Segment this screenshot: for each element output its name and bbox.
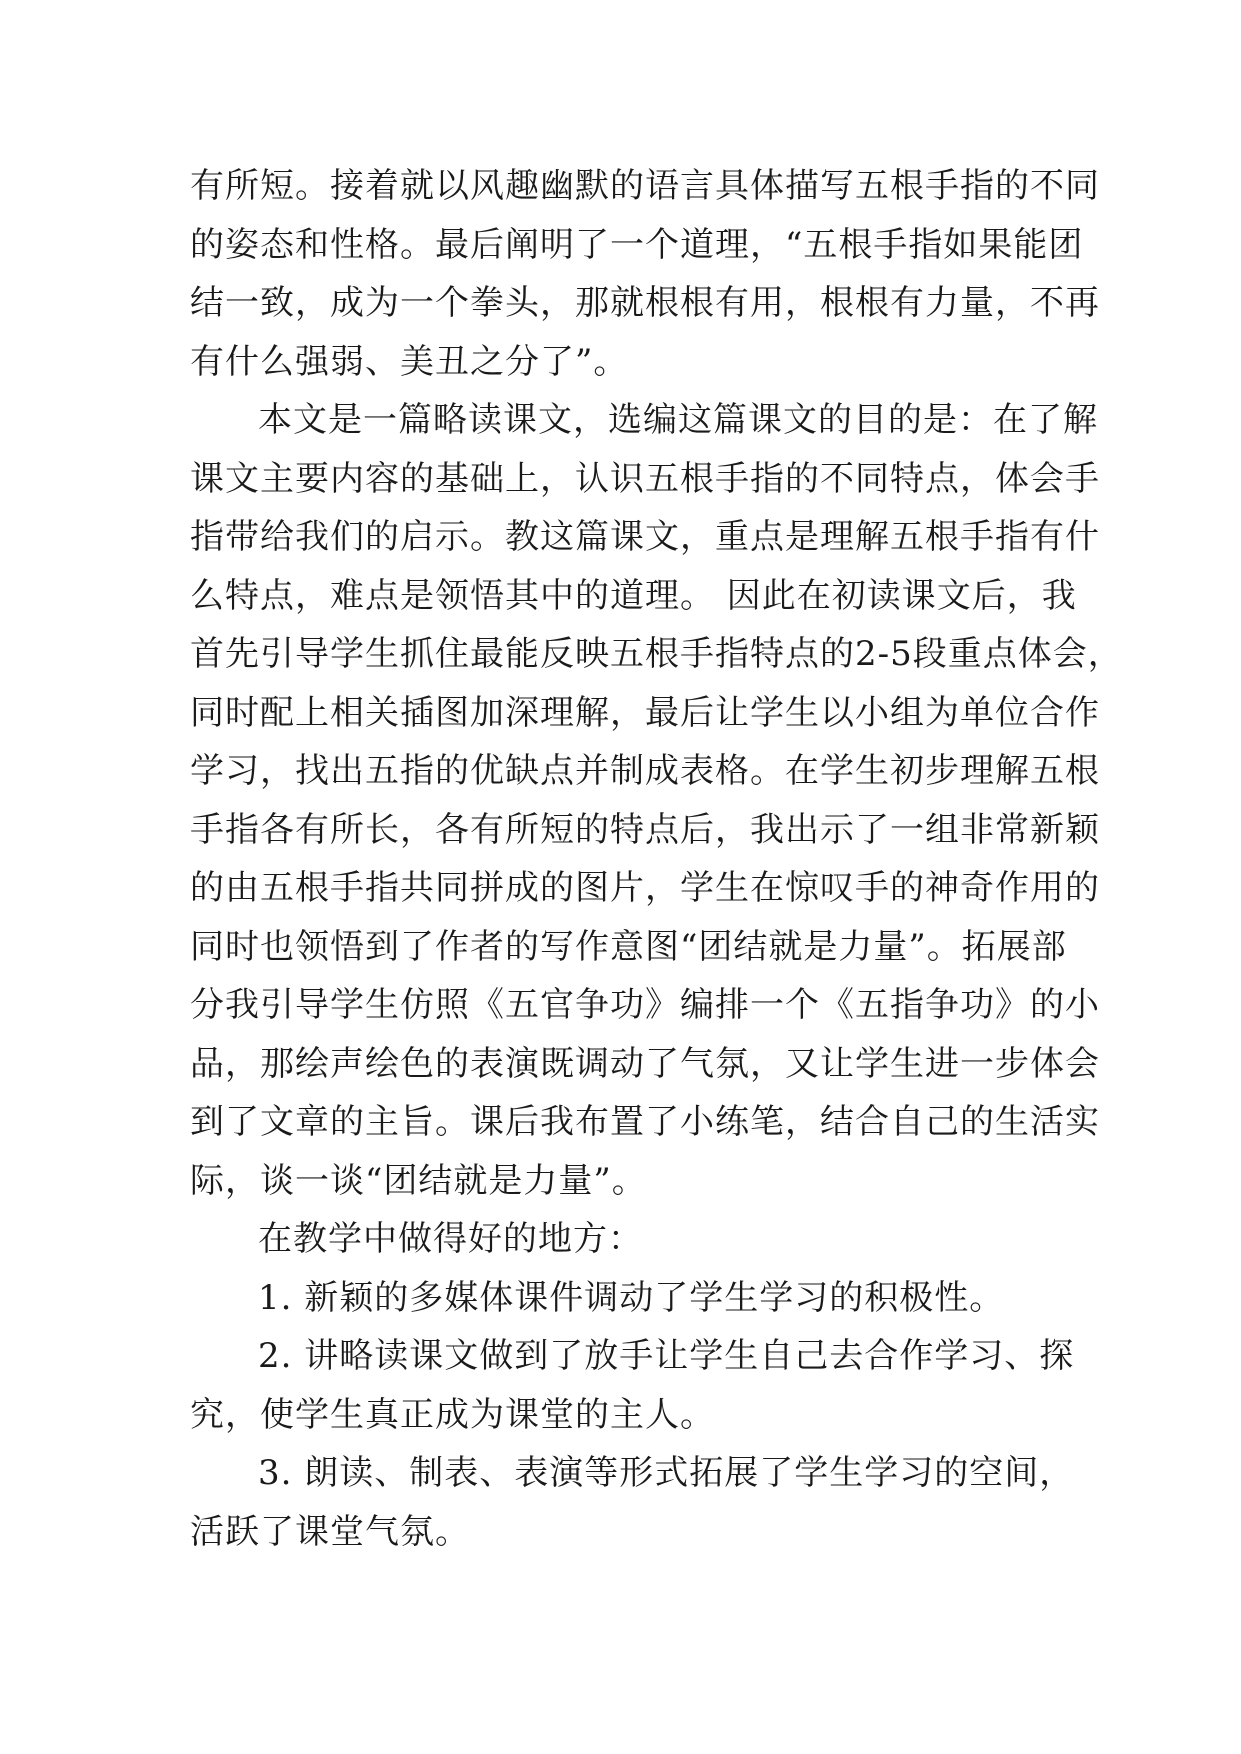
text-line: 的姿态和性格。最后阐明了一个道理，“五根手指如果能团 <box>190 224 1084 265</box>
paragraph-3 <box>190 1210 1050 1269</box>
text-line: 结一致，成为一个拳头，那就根根有用，根根有力量，不再 <box>190 283 1100 323</box>
text-line: 么特点，难点是领悟其中的道理。 因此在初读课文后，我 <box>190 575 1077 616</box>
text-line: 2. 讲略读课文做到了放手让学生自己去合作学习、探 <box>258 1336 1075 1376</box>
text-line: 指带给我们的启示。教这篇课文，重点是理解五根手指有什 <box>190 517 1100 557</box>
text-line: 分我引导学生仿照《五官争功》编排一个《五指争功》的小 <box>190 985 1100 1025</box>
text-line: 手指各有所长，各有所短的特点后，我出示了一组非常新颖 <box>190 809 1100 850</box>
paragraph-1 <box>190 157 1100 391</box>
text-line: 同时也领悟到了作者的写作意图“团结就是力量”。拓展部 <box>190 926 1067 967</box>
text-line: 有什么强弱、美丑之分了”。 <box>190 341 629 382</box>
text-line: 课文主要内容的基础上，认识五根手指的不同特点，体会手 <box>190 458 1100 499</box>
text-line: 的由五根手指共同拼成的图片，学生在惊叹手的神奇作用的 <box>190 868 1100 908</box>
document-body <box>190 157 1123 1561</box>
text-line: 有所短。接着就以风趣幽默的语言具体描写五根手指的不同 <box>190 166 1100 206</box>
text-line: 究，使学生真正成为课堂的主人。 <box>190 1394 715 1435</box>
paragraph-2 <box>190 391 1123 1210</box>
text-line: 在教学中做得好的地方： <box>258 1219 643 1259</box>
text-line: 品，那绘声绘色的表演既调动了气氛，又让学生进一步体会 <box>190 1043 1100 1084</box>
text-line: 同时配上相关插图加深理解，最后让学生以小组为单位合作 <box>190 692 1100 733</box>
text-line: 本文是一篇略读课文，选编这篇课文的目的是：在了解 <box>258 400 1098 440</box>
list-item-3 <box>190 1444 1075 1561</box>
text-line: 际，谈一谈“团结就是力量”。 <box>190 1160 647 1201</box>
list-item-1 <box>190 1269 1050 1328</box>
text-line: 到了文章的主旨。课后我布置了小练笔，结合自己的生活实 <box>190 1102 1100 1142</box>
text-line: 活跃了课堂气氛。 <box>190 1511 470 1552</box>
text-line: 3. 朗读、制表、表演等形式拓展了学生学习的空间， <box>258 1453 1075 1493</box>
list-item-2 <box>190 1327 1075 1444</box>
text-line: 首先引导学生抓住最能反映五根手指特点的2-5段重点体会， <box>190 634 1123 674</box>
text-line: 学习，找出五指的优缺点并制成表格。在学生初步理解五根 <box>190 751 1100 791</box>
text-line: 1. 新颖的多媒体课件调动了学生学习的积极性。 <box>258 1277 1005 1318</box>
